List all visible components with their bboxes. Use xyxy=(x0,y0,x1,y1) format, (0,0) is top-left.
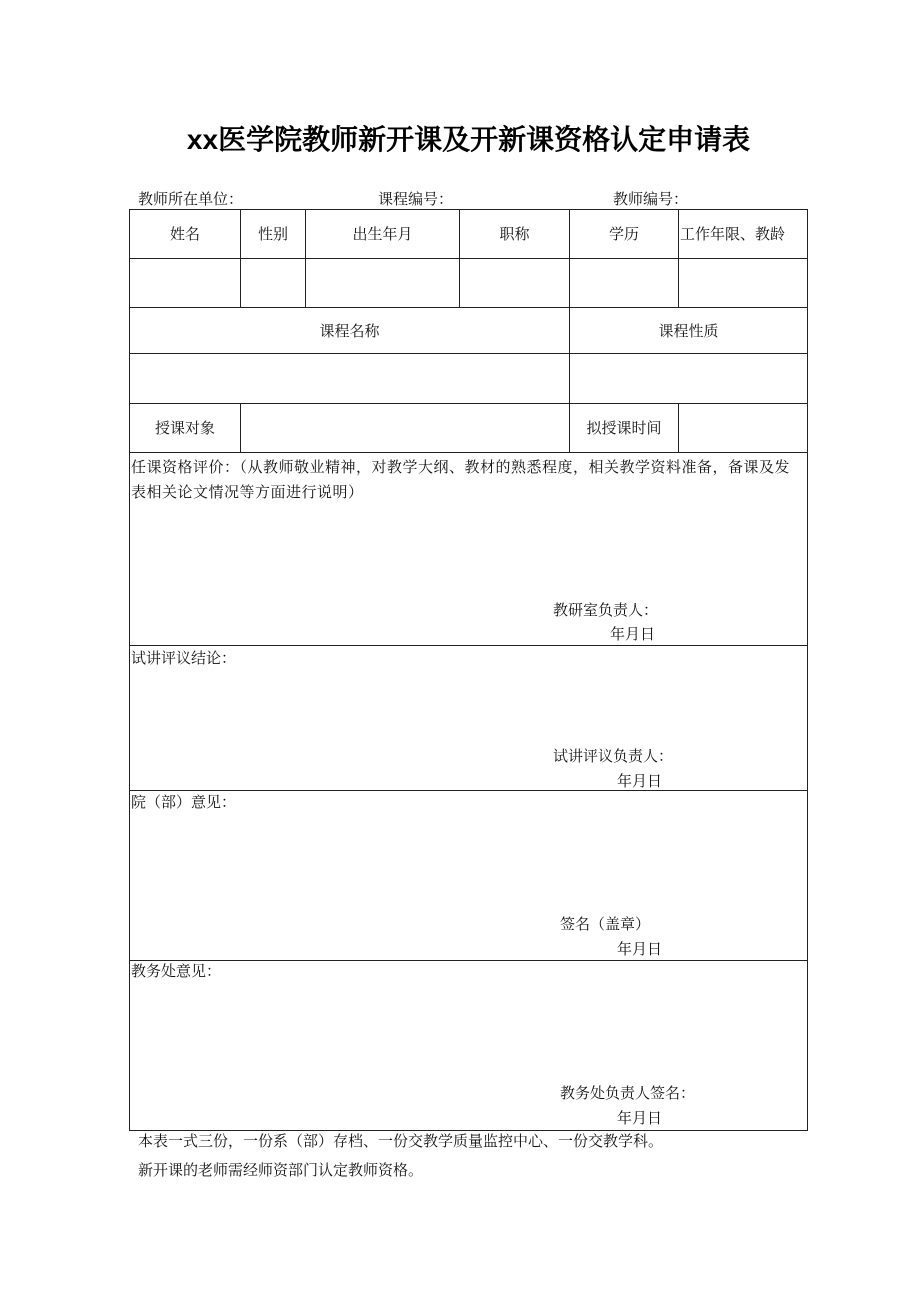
teacher-unit-label: 教师所在单位： xyxy=(138,190,244,208)
audience-value-cell xyxy=(240,403,570,453)
name-header-cell: 姓名 xyxy=(129,209,241,259)
note-copies: 本表一式三份，一份系（部）存档、一份交教学质量监控中心、一份交教学科。 xyxy=(138,1132,664,1150)
teaching-office-head-signature-label: 教研室负责人： xyxy=(553,601,659,619)
audience-header-cell: 授课对象 xyxy=(129,403,241,453)
course-name-header-cell: 课程名称 xyxy=(129,307,570,354)
birth-date-value-cell xyxy=(305,258,460,308)
department-signature-stamp-label: 签名（盖章） xyxy=(560,915,651,933)
schedule-value-cell xyxy=(678,403,808,453)
birth-date-header-cell: 出生年月 xyxy=(305,209,460,259)
course-code-label: 课程编号： xyxy=(378,190,454,208)
department-opinion-section xyxy=(129,790,808,961)
name-value-cell xyxy=(129,258,241,308)
trial-lecture-head-signature-label: 试讲评议负责人： xyxy=(553,747,674,765)
trial-lecture-section xyxy=(129,645,808,791)
form-title: xx医学院教师新开课及开新课资格认定申请表 xyxy=(186,124,751,155)
course-nature-header-cell: 课程性质 xyxy=(569,307,808,354)
gender-header-cell: 性别 xyxy=(240,209,306,259)
course-name-value-cell xyxy=(129,353,570,404)
education-header-cell: 学历 xyxy=(569,209,679,259)
academic-affairs-head-signature-label: 教务处负责人签名： xyxy=(560,1084,696,1102)
trial-lecture-date-label: 年月日 xyxy=(617,772,663,790)
academic-affairs-opinion-label: 教务处意见： xyxy=(131,962,222,980)
education-value-cell xyxy=(569,258,679,308)
years-header-cell: 工作年限、教龄 xyxy=(678,209,808,259)
qualification-evaluation-section xyxy=(129,452,808,646)
gender-value-cell xyxy=(240,258,306,308)
academic-affairs-date-label: 年月日 xyxy=(617,1109,663,1127)
department-opinion-label: 院（部）意见： xyxy=(131,793,237,811)
evaluation-date-label: 年月日 xyxy=(610,625,656,643)
note-qualification: 新开课的老师需经师资部门认定教师资格。 xyxy=(138,1161,424,1179)
professional-title-value-cell xyxy=(459,258,570,308)
years-value-cell xyxy=(678,258,808,308)
academic-affairs-opinion-section xyxy=(129,960,808,1131)
trial-lecture-conclusion-label: 试讲评议结论： xyxy=(131,649,237,667)
teacher-code-label: 教师编号： xyxy=(613,190,689,208)
professional-title-header-cell: 职称 xyxy=(459,209,570,259)
course-nature-value-cell xyxy=(569,353,808,404)
qualification-evaluation-label: 任课资格评价：（从教师敬业精神，对教学大纲、教材的熟悉程度，相关教学资料准备，备课及发表相关论文情况等方面进行说明） xyxy=(131,458,791,501)
department-date-label: 年月日 xyxy=(617,940,663,958)
schedule-header-cell: 拟授课时间 xyxy=(569,403,679,453)
